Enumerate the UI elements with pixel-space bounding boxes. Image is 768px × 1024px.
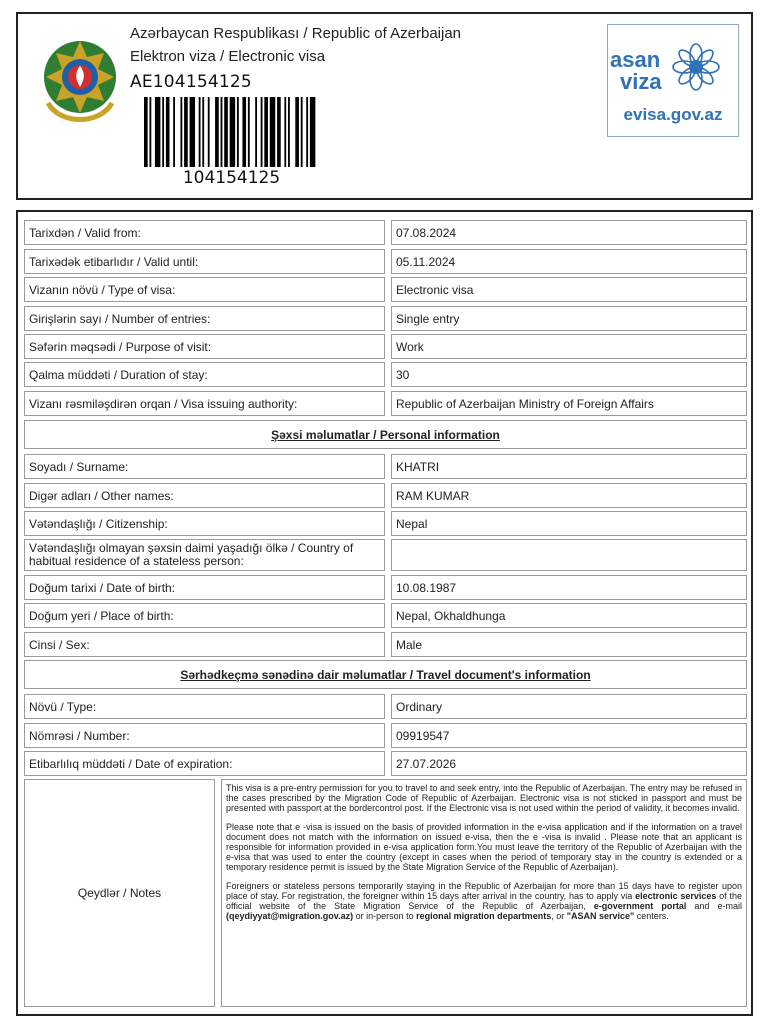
field-value: RAM KUMAR	[391, 483, 747, 508]
field-label: Doğum tarixi / Date of birth:	[24, 575, 385, 600]
field-label: Girişlərin sayı / Number of entries:	[24, 306, 385, 331]
barcode-bar	[295, 97, 299, 167]
field-row-birth-date	[24, 575, 747, 600]
field-label: Soyadı / Surname:	[24, 454, 385, 479]
field-label: Vizanın növü / Type of visa:	[24, 277, 385, 302]
field-row-citizenship	[24, 511, 747, 536]
azerbaijan-state-emblem-icon	[40, 33, 120, 129]
field-row-surname	[24, 454, 747, 479]
barcode-bar	[255, 97, 257, 167]
notes-text-span: of the official website of the State Migration Service of the Republic of Azerbaijan,	[226, 890, 742, 912]
field-row-purpose	[24, 334, 747, 359]
asan-viza-logo	[607, 24, 739, 137]
field-value: 07.08.2024	[391, 220, 747, 245]
barcode-bar	[202, 97, 204, 167]
barcode-bar	[190, 97, 195, 167]
country-title: Azərbaycan Respublikası / Republic of Azerbaijan	[130, 25, 462, 42]
field-label: Doğum yeri / Place of birth:	[24, 603, 385, 628]
field-value	[391, 539, 747, 571]
notes-text	[221, 779, 747, 1007]
field-value: Electronic visa	[391, 277, 747, 302]
barcode-bar	[208, 97, 210, 167]
field-row-stateless-residence	[24, 539, 747, 571]
field-value: Ordinary	[391, 694, 747, 719]
barcode-bar	[180, 97, 182, 167]
barcode-bar	[277, 97, 281, 167]
barcode-bar	[199, 97, 201, 167]
document-type-title: Elektron viza / Electronic visa	[130, 48, 326, 65]
field-label: Növü / Type:	[24, 694, 385, 719]
field-row-document-type	[24, 694, 747, 719]
field-value: Nepal, Okhaldhunga	[391, 603, 747, 628]
notes-label: Qeydlər / Notes	[24, 779, 215, 1007]
asan-flower-icon	[670, 41, 722, 93]
field-value: 05.11.2024	[391, 249, 747, 274]
barcode-bar	[248, 97, 250, 167]
barcode-bar	[166, 97, 170, 167]
notes-bold-span: regional migration departments	[416, 911, 552, 922]
barcode-bar	[149, 97, 151, 167]
barcode-bar	[310, 97, 315, 167]
notes-bold-span: e-government portal	[593, 901, 687, 912]
field-value: Nepal	[391, 511, 747, 536]
field-label: Digər adları / Other names:	[24, 483, 385, 508]
field-value: 09919547	[391, 723, 747, 748]
field-value: Single entry	[391, 306, 747, 331]
barcode-bar	[270, 97, 275, 167]
barcode-number: 104154125	[182, 168, 281, 188]
field-label: Tarixədək etibarlıdır / Valid until:	[24, 249, 385, 274]
field-value: KHATRI	[391, 454, 747, 479]
barcode-bar	[306, 97, 308, 167]
logo-asan-text: asan	[610, 47, 661, 72]
visa-details-panel	[16, 210, 753, 1016]
field-label: Vətəndaşlığı / Citizenship:	[24, 511, 385, 536]
notes-text-span: Foreigners or stateless persons temporarily staying in the Republic of Azerbaijan for more than 15 days have to register upon place of stay. For registration, the foreigner within 15 days after arrival in the country, has to apply via	[226, 880, 742, 901]
field-row-valid-from	[24, 220, 747, 245]
visa-header	[16, 12, 753, 200]
barcode-bar	[144, 97, 148, 167]
barcode-bar	[230, 97, 235, 167]
field-row-duration	[24, 362, 747, 387]
field-label: Səfərin məqsədi / Purpose of visit:	[24, 334, 385, 359]
barcode-bar	[173, 97, 175, 167]
barcode-bar	[221, 97, 223, 167]
field-label: Vizanı rəsmiləşdirən orqan / Visa issuing authority:	[24, 391, 385, 416]
barcode-bar	[215, 97, 219, 167]
field-value: Republic of Azerbaijan Ministry of Foreign Affairs	[391, 391, 747, 416]
field-value: 10.08.1987	[391, 575, 747, 600]
field-value: Male	[391, 632, 747, 657]
barcode	[144, 97, 319, 167]
travel-section-title: Sərhədkeçmə sənədinə dair məlumatlar / Travel document's information	[24, 660, 747, 689]
field-row-other-names	[24, 483, 747, 508]
barcode-bar	[237, 97, 239, 167]
notes-paragraph: This visa is a pre-entry permission for you to travel to and seek entry, into the Republic of Azerbaijan. The entry may be refused in the cases prescribed by the Migration Code of Republic of Azerbaijan. Electronic visa is not sticked in passport and must be presented with passport at the bordercontrol post. If the Electronic visa is not used within the period of validity, it becomes invalid.	[226, 783, 742, 814]
field-row-authority	[24, 391, 747, 416]
field-label: Vətəndaşlığı olmayan şəxsin daimi yaşadığı ölkə / Country of habitual residence of a stateless person:	[24, 539, 385, 571]
barcode-bar	[155, 97, 160, 167]
notes-text-span: or in-person to	[353, 911, 417, 922]
field-value: 27.07.2026	[391, 751, 747, 776]
barcode-bar	[162, 97, 164, 167]
field-value: 30	[391, 362, 747, 387]
barcode-bar	[224, 97, 228, 167]
field-row-valid-until	[24, 249, 747, 274]
notes-paragraph	[226, 881, 742, 922]
notes-paragraph: Please note that e -visa is issued on the basis of provided information in the e-visa application and if the information on a travel document does not match with the information on issued e-visa, then the e -visa is invalid . Please note that an applicant is responsible for information provided in e-visa application form.You must leave the territory of the Republic of Azerbaijan with the e-visa that was used to enter the country (except in cases when the period of temporary stay in the country is extended or a temporary residence permit is issued by the State Migration Service of the Republic of Azerbaijan).	[226, 821, 742, 873]
notes-bold-span: (qeydiyyat@migration.gov.az)	[226, 911, 354, 922]
visa-id: AE104154125	[130, 72, 252, 92]
barcode-bar	[184, 97, 188, 167]
field-row-entries	[24, 306, 747, 331]
notes-text-span: and e-mail	[686, 901, 742, 912]
field-row-birth-place	[24, 603, 747, 628]
personal-section-title: Şəxsi məlumatlar / Personal information	[24, 420, 747, 449]
field-label: Qalma müddəti / Duration of stay:	[24, 362, 385, 387]
notes-bold-span: electronic services	[635, 890, 717, 901]
barcode-bar	[284, 97, 286, 167]
barcode-bar	[242, 97, 246, 167]
barcode-bar	[264, 97, 268, 167]
field-label: Cinsi / Sex:	[24, 632, 385, 657]
field-label: Nömrəsi / Number:	[24, 723, 385, 748]
notes-bold-span: "ASAN service"	[566, 911, 635, 922]
field-row-visa-type	[24, 277, 747, 302]
field-row-document-number	[24, 723, 747, 748]
field-label: Etibarlılıq müddəti / Date of expiration:	[24, 751, 385, 776]
field-value: Work	[391, 334, 747, 359]
barcode-bar	[301, 97, 303, 167]
notes-text-span: , or	[551, 911, 567, 922]
barcode-bar	[261, 97, 263, 167]
barcode-bar	[288, 97, 290, 167]
logo-url: evisa.gov.az	[623, 105, 723, 124]
field-row-sex	[24, 632, 747, 657]
field-label: Tarixdən / Valid from:	[24, 220, 385, 245]
field-row-document-expiration	[24, 751, 747, 776]
logo-viza-text: viza	[620, 69, 662, 94]
notes-text-span: centers.	[634, 911, 669, 922]
